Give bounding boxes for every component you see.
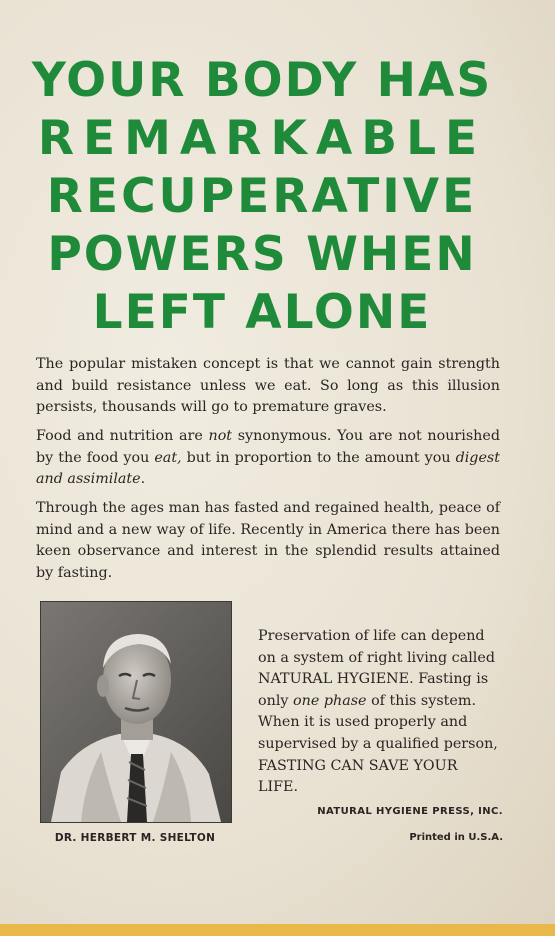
headline-line-5: LEFT ALONE [92,285,432,340]
printed-in-label: Printed in U.S.A. [409,832,503,843]
portrait-illustration [41,602,231,822]
nutrition-text-3: but in proportion to the amount you [181,449,456,466]
headline-line-1: YOUR BODY HAS [31,53,493,108]
author-portrait [40,601,232,823]
nutrition-text-2: synonymous. You are not nourished by the food you [36,428,501,466]
page-edge [0,924,555,936]
hygiene-italic: one phase [293,692,367,709]
hygiene-text-1: Preservation of life can depend on a system of right living called NATURAL HYGIENE. Fasting is only [258,628,495,709]
history-paragraph: Through the ages man has fasted and regained health, peace of mind and a new way of life. Recently in America there has been keen observance and interest in the splendid results attained by fasting. [36,500,500,581]
portrait-caption: DR. HERBERT M. SHELTON [54,832,216,844]
nutrition-paragraph [36,426,500,491]
intro-paragraph: The popular mistaken concept is that we cannot gain strength and build resistance unless we eat. So long as this illusion persists, thousands will go to premature graves. [36,356,500,415]
nutrition-italic-eat: eat, [154,449,182,466]
nutrition-text-4: . [140,471,146,487]
headline-line-4: POWERS WHEN [47,227,477,282]
nutrition-italic-digest: digest and assimilate [36,449,500,487]
hygiene-text-2: of this system. When it is used properly and supervised by a qualified person, FASTING CAN SAVE YOUR LIFE. [258,692,498,796]
natural-hygiene-paragraph [258,626,502,799]
publisher-name: NATURAL HYGIENE PRESS, INC. [317,806,503,817]
nutrition-text-1: Food and nutrition are [36,428,209,444]
headline-line-3: RECUPERATIVE [46,169,478,224]
headline-line-2: REMARKABLE [37,111,487,166]
nutrition-italic-not: not [208,428,233,444]
